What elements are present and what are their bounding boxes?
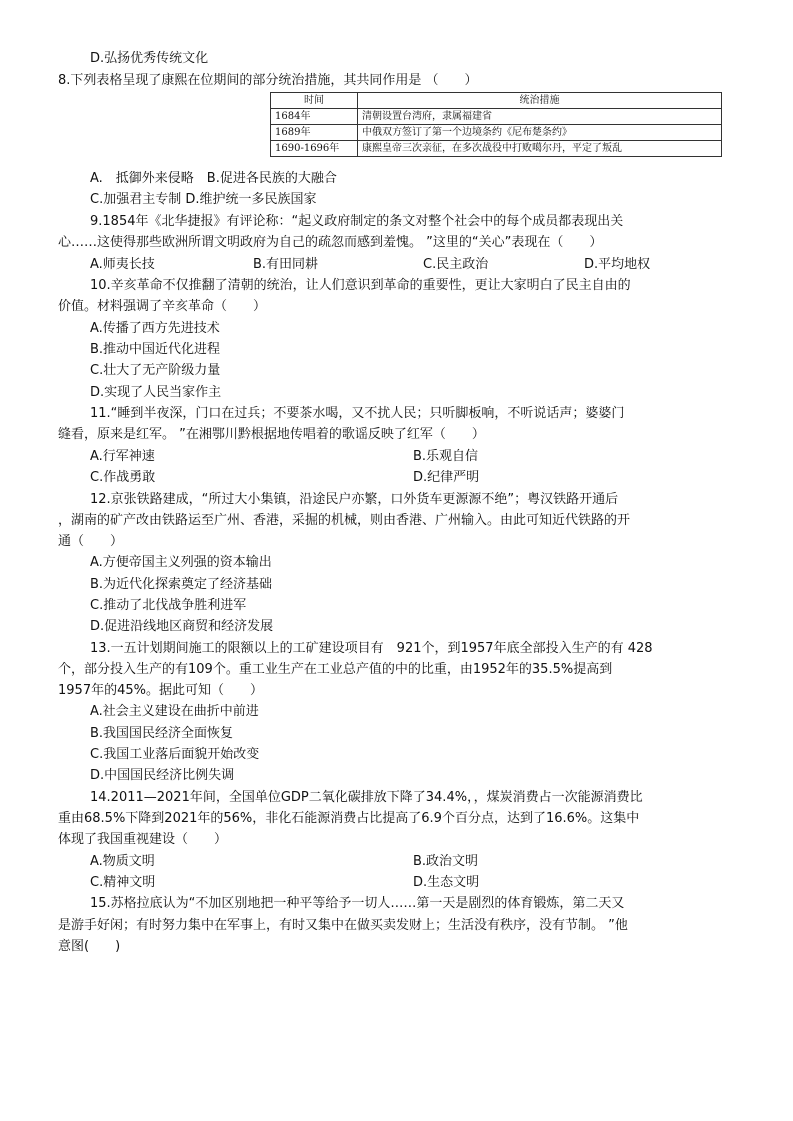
table-cell: 清朝设置台湾府，隶属福建省 xyxy=(358,109,722,125)
q13-stem-line3: 1957年的45%。据此可知（ ） xyxy=(58,683,263,698)
q14-option-d: D.生态文明 xyxy=(413,875,480,890)
table-header-measures: 统治措施 xyxy=(358,93,722,109)
q12-option-b: B.为近代化探索奠定了经济基础 xyxy=(90,577,273,592)
q12-option-d: D.促进沿线地区商贸和经济发展 xyxy=(90,619,274,634)
q9-option-b: B.有田同耕 xyxy=(253,257,319,272)
table-row xyxy=(271,125,722,141)
q9-option-a: A.师夷长技 xyxy=(90,257,155,272)
q14-option-b: B.政治文明 xyxy=(413,854,479,869)
q8-table xyxy=(270,92,722,157)
table-cell: 1690-1696年 xyxy=(271,141,358,157)
table-row xyxy=(271,109,722,125)
q14-stem-line3: 体现了我国重视建设（ ） xyxy=(58,832,228,847)
q14-option-a: A.物质文明 xyxy=(90,854,155,869)
q12-stem-line2: ，湖南的矿产改由铁路运至广州、香港，采掘的机械，则由香港、广州输入。由此可知近代铁路的开 xyxy=(58,513,631,528)
q15-stem-line3: 意图( ) xyxy=(58,939,121,954)
q14-stem-line1: 14.2011—2021年间，全国单位GDP二氧化碳排放下降了34.4%，，煤炭消费占一次能源消费比 xyxy=(90,790,643,805)
q14-option-c: C.精神文明 xyxy=(90,875,156,890)
table-header-row xyxy=(271,93,722,109)
table-cell: 康熙皇帝三次亲征，在多次战役中打败噶尔丹，平定了叛乱 xyxy=(358,141,722,157)
q9-option-d: D.平均地权 xyxy=(584,257,651,272)
q10-stem-line2: 价值。材料强调了辛亥革命（ ） xyxy=(58,299,267,314)
q12-option-c: C.推动了北伐战争胜利进军 xyxy=(90,598,247,613)
q11-option-b: B.乐观自信 xyxy=(413,449,479,464)
q12-stem-line1: 12.京张铁路建成，“所过大小集镇，沿途民户亦繁，口外货车更源源不绝”；粤汉铁路开通后 xyxy=(90,492,619,507)
q14-stem-line2: 重由68.5%下降到2021年的56%，非化石能源消费占比提高了6.9个百分点，达到了16.6%。这集中 xyxy=(58,811,640,826)
table-cell: 1689年 xyxy=(271,125,358,141)
q8-stem: 8.下列表格呈现了康熙在位期间的部分统治措施，其共同作用是 （ ） xyxy=(58,73,478,88)
q9-option-c: C.民主政治 xyxy=(423,257,489,272)
q9-stem-line1: 9.1854年《北华捷报》有评论称：“起义政府制定的条文对整个社会中的每个成员都表现出关 xyxy=(90,214,624,229)
q13-option-c: C.我国工业落后面貌开始改变 xyxy=(90,747,260,762)
q13-option-a: A.社会主义建设在曲折中前进 xyxy=(90,704,259,719)
q13-stem-line1: 13.一五计划期间施工的限额以上的工矿建设项目有 921个，到1957年底全部投入生产的有 428 xyxy=(90,641,653,656)
q10-stem-line1: 10.辛亥革命不仅推翻了清朝的统治，让人们意识到革命的重要性，更让大家明白了民主自由的 xyxy=(90,278,631,293)
q9-stem-line2: 心……这使得那些欧洲所谓文明政府为自己的疏忽而感到羞愧。 ”这里的“关心”表现在（ ） xyxy=(58,235,603,250)
table-cell: 中俄双方签订了第一个边境条约《尼布楚条约》 xyxy=(358,125,722,141)
q8-options-ab: A. 抵御外来侵略 B.促进各民族的大融合 xyxy=(90,171,337,186)
q10-option-b: B.推动中国近代化进程 xyxy=(90,342,221,357)
table-row xyxy=(271,141,722,157)
q13-stem-line2: 个，部分投入生产的有109个。重工业生产在工业总产值的中的比重，由1952年的35.5%提高到 xyxy=(58,662,613,677)
q13-option-b: B.我国国民经济全面恢复 xyxy=(90,726,234,741)
q8-options-cd: C.加强君主专制 D.维护统一多民族国家 xyxy=(90,192,317,207)
q7-option-d: D.弘扬优秀传统文化 xyxy=(90,51,209,66)
q10-option-a: A.传播了西方先进技术 xyxy=(90,321,220,336)
q12-option-a: A.方便帝国主义列强的资本输出 xyxy=(90,555,272,570)
table-cell: 1684年 xyxy=(271,109,358,125)
q10-option-d: D.实现了人民当家作主 xyxy=(90,385,222,400)
q11-stem-line2: 缝看，原来是红军。 ”在湘鄂川黔根据地传唱着的歌谣反映了红军（ ） xyxy=(58,427,485,442)
q11-option-a: A.行军神速 xyxy=(90,449,155,464)
q12-stem-line3: 通（ ） xyxy=(58,534,124,549)
q11-option-c: C.作战勇敢 xyxy=(90,470,156,485)
q15-stem-line1: 15.苏格拉底认为“不加区别地把一种平等给予一切人……第一天是剧烈的体育锻炼，第二天又 xyxy=(90,896,625,911)
q11-option-d: D.纪律严明 xyxy=(413,470,480,485)
table-header-time: 时间 xyxy=(271,93,358,109)
q11-stem-line1: 11.“睡到半夜深，门口在过兵；不要茶水喝，又不扰人民；只听脚板响，不听说话声；婆婆门 xyxy=(90,406,625,421)
q15-stem-line2: 是游手好闲；有时努力集中在军事上，有时又集中在做买卖发财上；生活没有秩序，没有节制。 ”他 xyxy=(58,918,628,933)
q10-option-c: C.壮大了无产阶级力量 xyxy=(90,363,221,378)
q13-option-d: D.中国国民经济比例失调 xyxy=(90,768,235,783)
